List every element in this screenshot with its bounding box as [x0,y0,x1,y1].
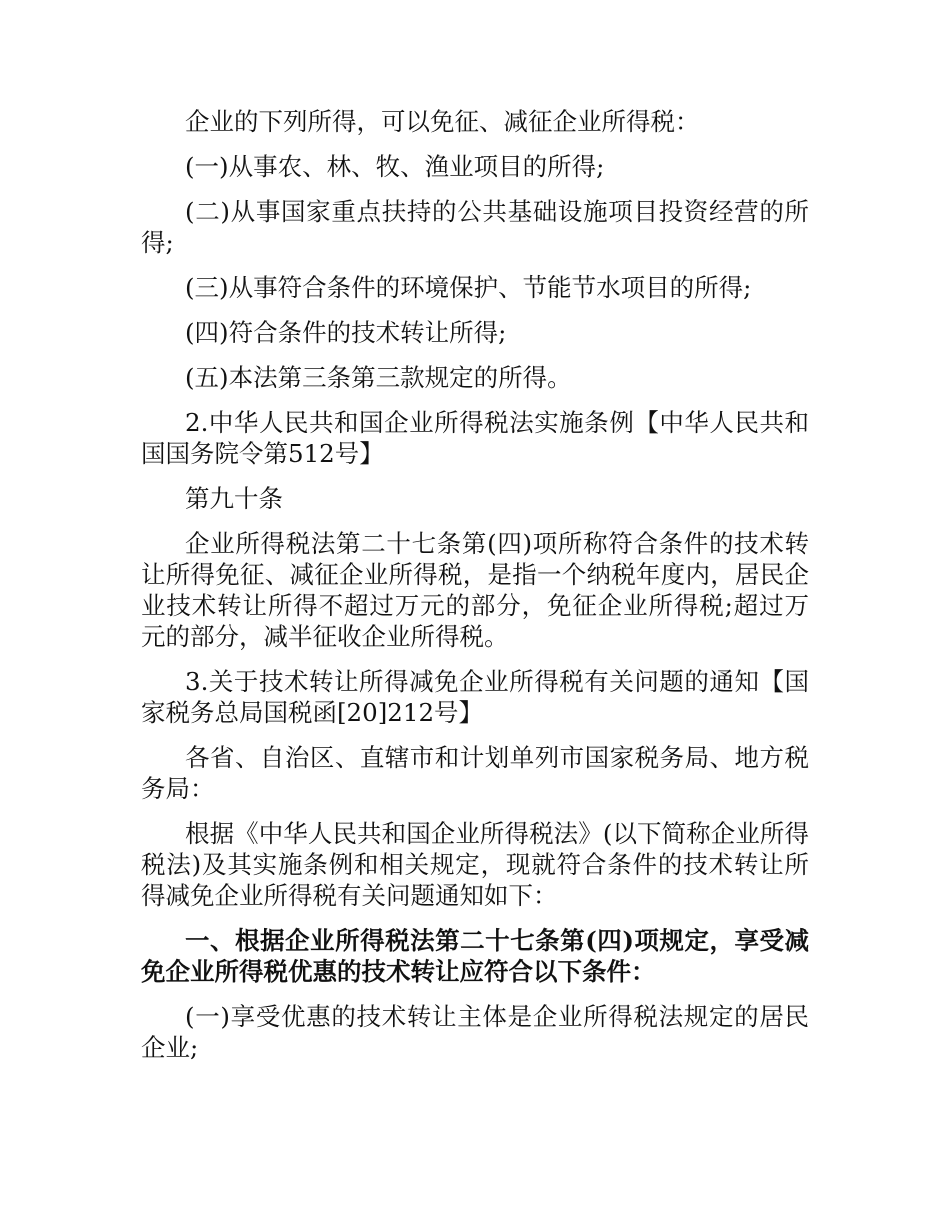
paragraph: 3.关于技术转让所得减免企业所得税有关问题的通知【国家税务总局国税函[20]212号】 [141,667,809,727]
paragraph: (一)享受优惠的技术转让主体是企业所得税法规定的居民企业; [141,1002,809,1062]
paragraph: 2.中华人民共和国企业所得税法实施条例【中华人民共和国国务院令第512号】 [141,408,809,468]
paragraph: 根据《中华人民共和国企业所得税法》(以下简称企业所得税法)及其实施条例和相关规定，现就符合条件的技术转让所得减免企业所得税有关问题通知如下： [141,819,809,910]
paragraph: (四)符合条件的技术转让所得; [185,318,507,347]
paragraph: (三)从事符合条件的环境保护、节能节水项目的所得; [185,273,752,302]
document-body [141,106,809,1077]
paragraph: 企业所得税法第二十七条第(四)项所称符合条件的技术转让所得免征、减征企业所得税，是指一个纳税年度内，居民企业技术转让所得不超过万元的部分，免征企业所得税;超过万元的部分，减半征收企业所得税。 [141,529,809,651]
article-heading: 第九十条 [185,484,283,513]
paragraph: (一)从事农、林、牧、渔业项目的所得; [185,152,605,181]
paragraph: (二)从事国家重点扶持的公共基础设施项目投资经营的所得; [141,197,809,257]
section-heading: 一、根据企业所得税法第二十七条第(四)项规定，享受减免企业所得税优惠的技术转让应符合以下条件： [141,926,809,986]
paragraph: (五)本法第三条第三款规定的所得。 [185,363,572,392]
salutation: 各省、自治区、直辖市和计划单列市国家税务局、地方税务局： [141,743,809,803]
paragraph: 企业的下列所得，可以免征、减征企业所得税： [185,107,700,136]
